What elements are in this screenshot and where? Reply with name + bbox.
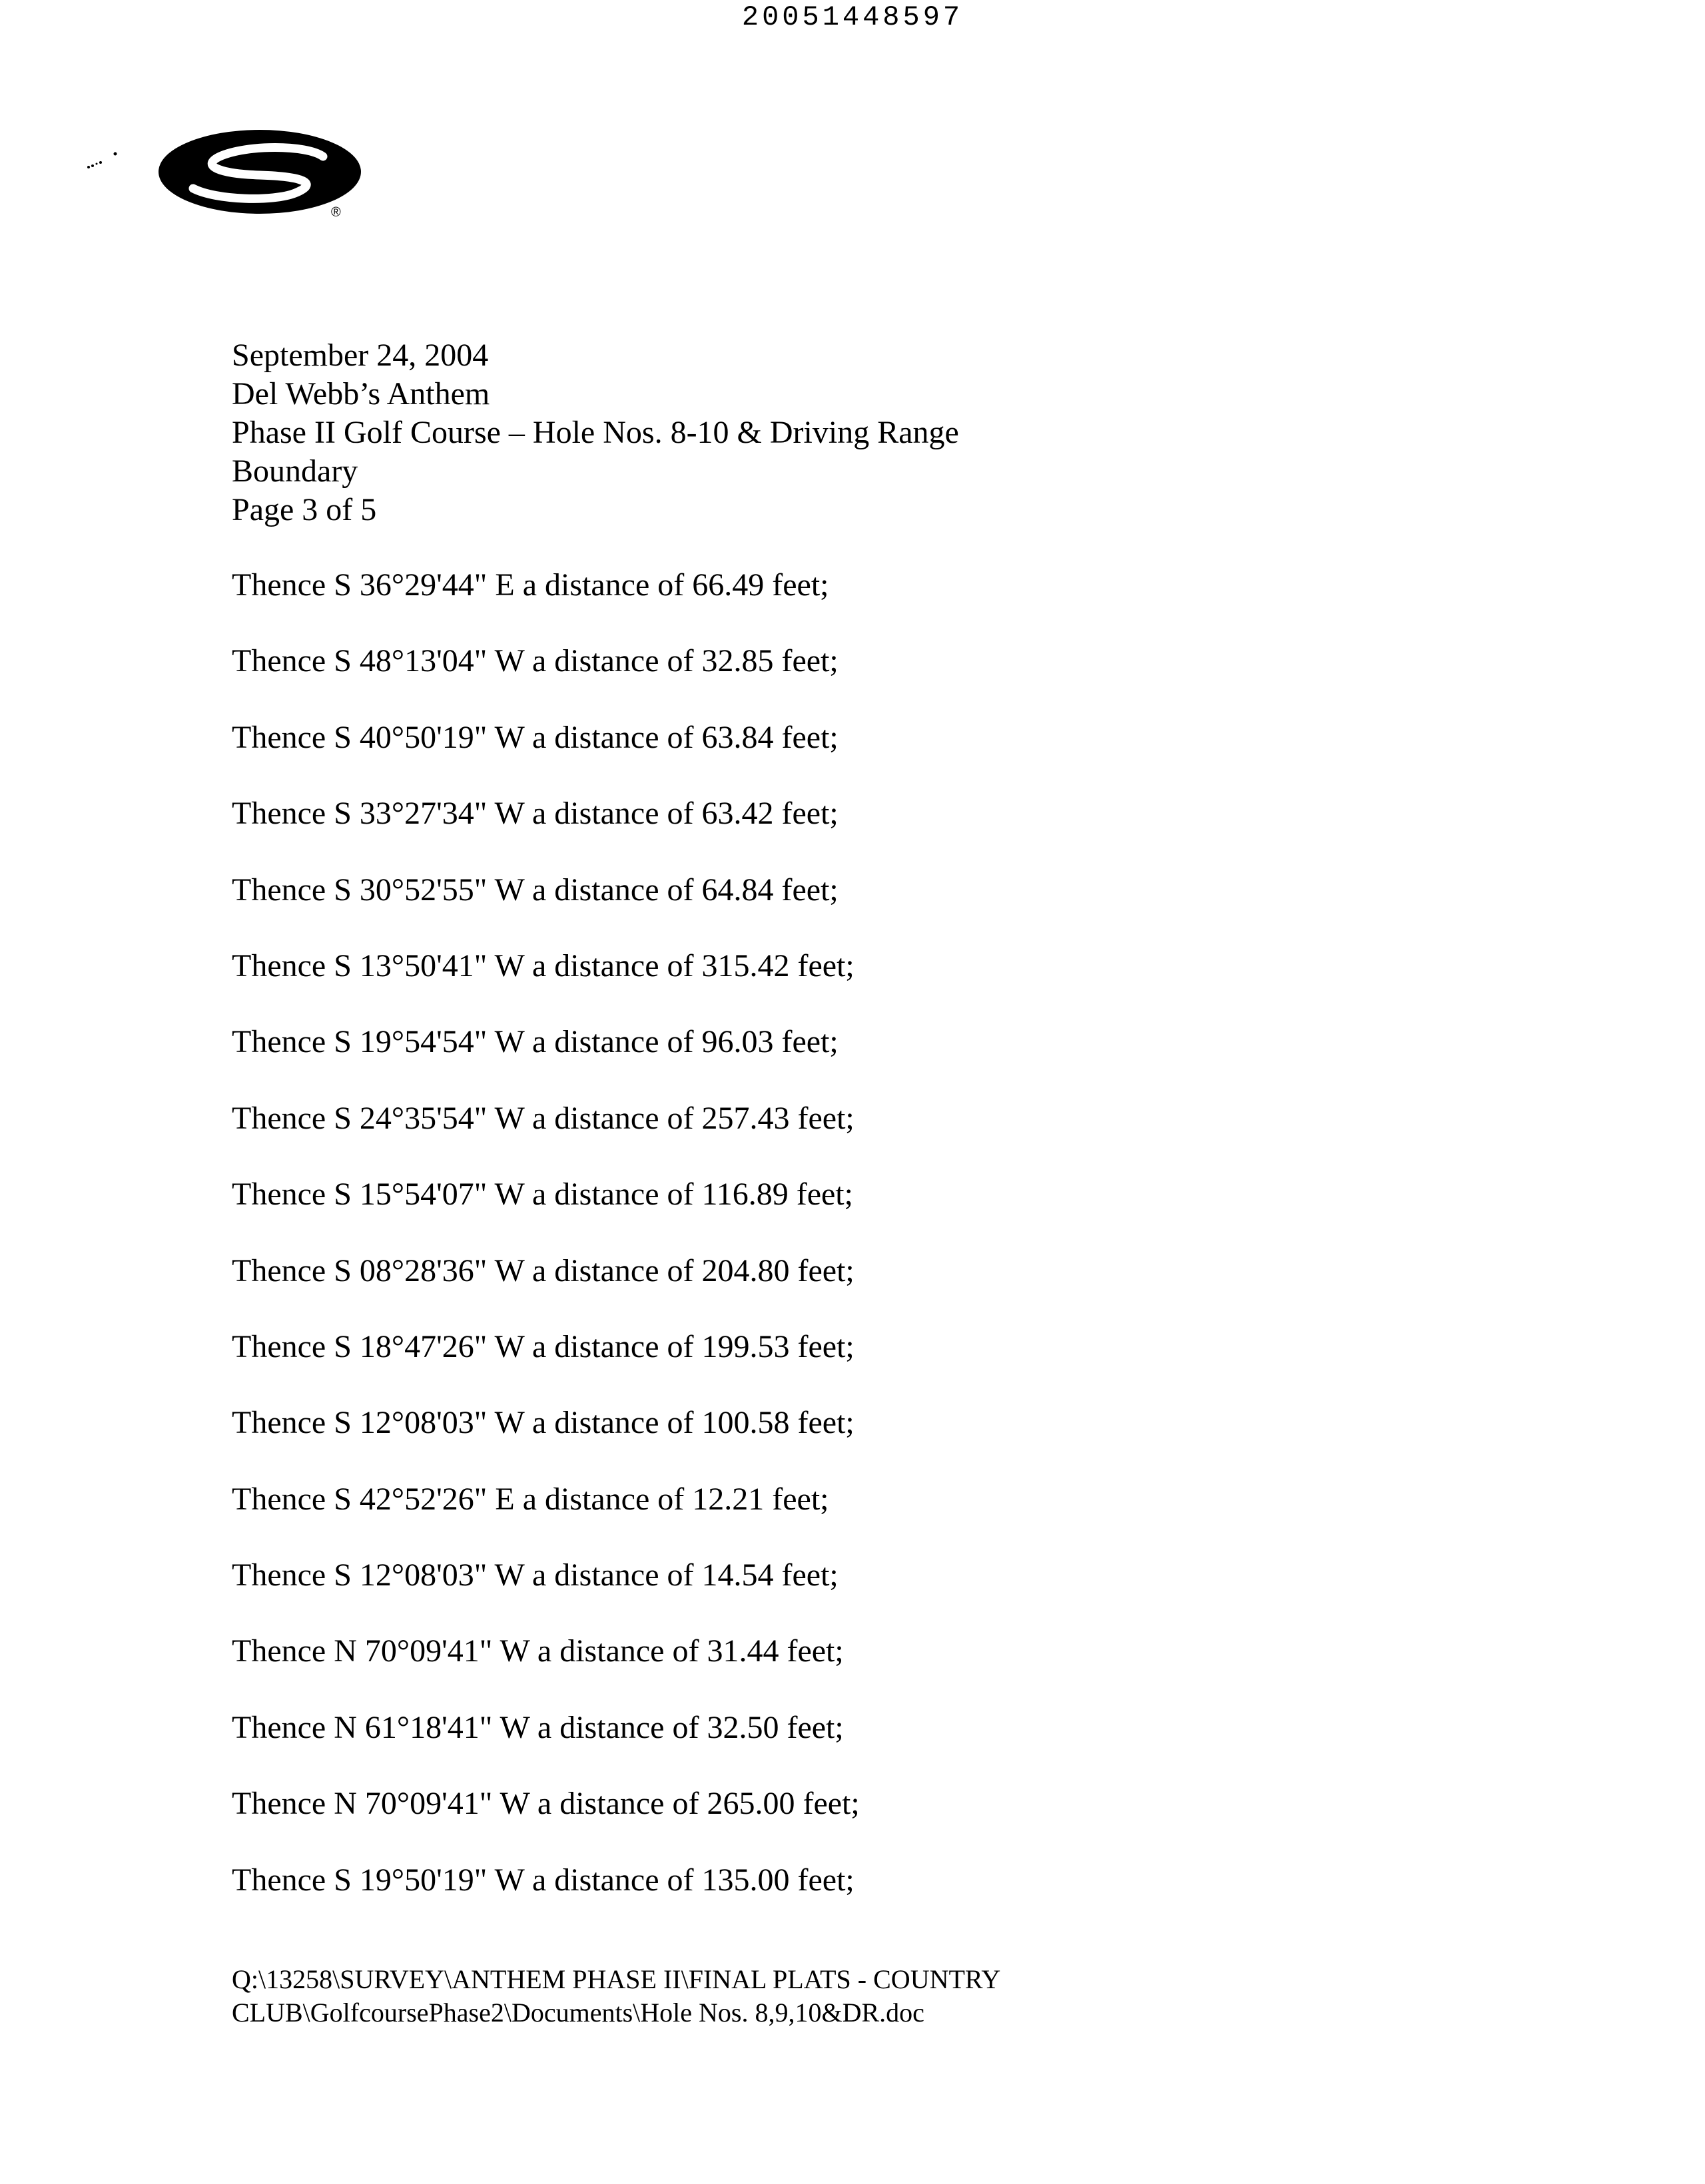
boundary-description-list [232,566,1497,1937]
boundary-course-entry: Thence S 33°27'34" W a distance of 63.42 feet; [232,796,839,832]
boundary-course-entry: Thence S 30°52'55" W a distance of 64.84 feet; [232,872,839,908]
project-name: Del Webb’s Anthem [232,376,490,411]
boundary-course-entry: Thence N 70°09'41" W a distance of 31.44 feet; [232,1633,844,1669]
boundary-course-entry: Thence S 40°50'19" W a distance of 63.84 feet; [232,719,839,755]
boundary-course-entry: Thence S 15°54'07" W a distance of 116.89 feet; [232,1177,853,1213]
file-path-line2: CLUB\GolfcoursePhase2\Documents\Hole Nos. 8,9,10&DR.doc [232,1998,924,2028]
boundary-course-entry: Thence S 12°08'03" W a distance of 14.54 feet; [232,1557,839,1593]
boundary-course-entry: Thence S 12°08'03" W a distance of 100.58 feet; [232,1405,854,1441]
page-number: Page 3 of 5 [232,492,377,527]
document-date: September 24, 2004 [232,338,489,373]
scan-speck-marks [87,152,117,169]
boundary-course-entry: Thence N 70°09'41" W a distance of 265.00 feet; [232,1786,860,1822]
s-oval-logo-icon [83,130,376,216]
boundary-course-entry: Thence S 08°28'36" W a distance of 204.80 feet; [232,1252,854,1288]
boundary-course-entry: Thence S 19°54'54" W a distance of 96.03 feet; [232,1024,839,1060]
boundary-course-entry: Thence S 36°29'44" E a distance of 66.49 feet; [232,567,829,603]
registered-mark: ® [331,205,341,216]
document-title-line1: Phase II Golf Course – Hole Nos. 8-10 & Driving Range [232,415,959,450]
file-path-footer [232,1963,1497,2030]
boundary-course-entry: Thence S 19°50'19" W a distance of 135.00 feet; [232,1862,854,1898]
document-title-line2: Boundary [232,453,358,489]
document-id: 20051448597 [741,1,964,33]
boundary-course-entry: Thence S 48°13'04" W a distance of 32.85 feet; [232,643,839,679]
boundary-course-entry: Thence S 13°50'41" W a distance of 315.42 feet; [232,948,854,983]
boundary-course-entry: Thence S 42°52'26" E a distance of 12.21 feet; [232,1481,829,1517]
boundary-course-entry: Thence N 61°18'41" W a distance of 32.50 feet; [232,1709,844,1745]
document-header [232,336,1431,529]
file-path-line1: Q:\13258\SURVEY\ANTHEM PHASE II\FINAL PLATS - COUNTRY [232,1964,1001,1994]
boundary-course-entry: Thence S 24°35'54" W a distance of 257.43 feet; [232,1100,854,1136]
boundary-course-entry: Thence S 18°47'26" W a distance of 199.53 feet; [232,1328,854,1364]
